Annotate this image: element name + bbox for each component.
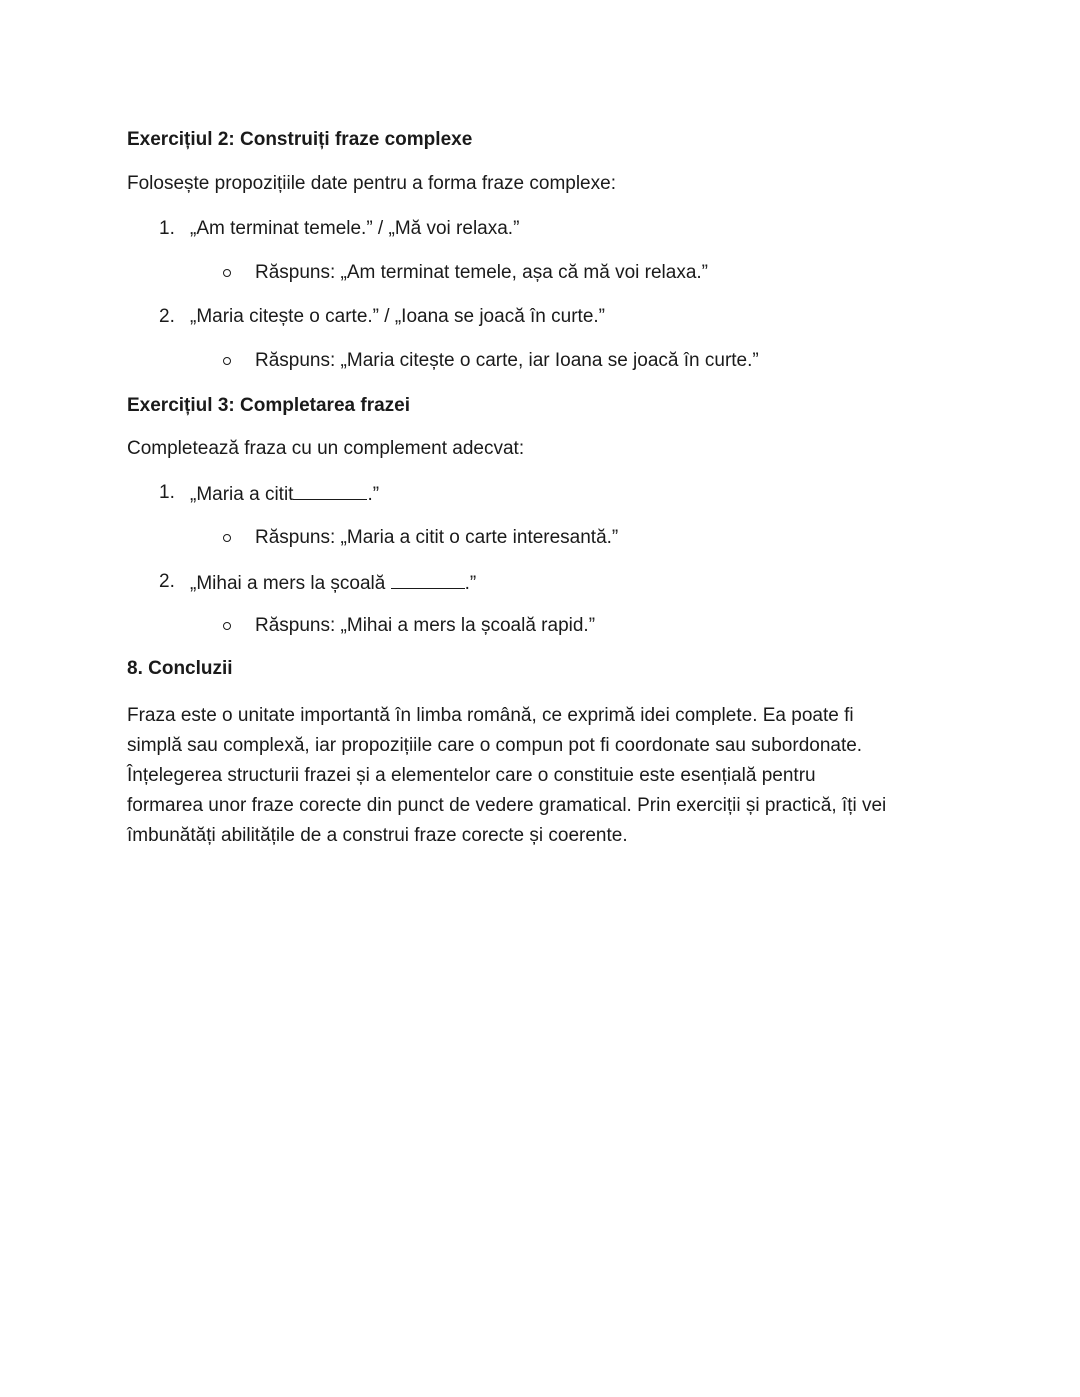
exercise-3-item-2-closing: .”	[464, 573, 477, 594]
exercise-3-item-2-number: 2.	[159, 571, 175, 592]
exercise-2-item-1-answer: Răspuns: „Am terminat temele, așa că mă voi relaxa.”	[255, 262, 709, 283]
exercise-3-item-1-number: 1.	[159, 482, 175, 503]
exercise-2-instruction: Folosește propozițiile date pentru a forma fraze complexe:	[127, 173, 616, 194]
conclusion-line: Înțelegerea structurii frazei și a elementelor care o constituie este esențială pentru	[127, 765, 816, 786]
exercise-3-instruction: Completează fraza cu un complement adecvat:	[127, 438, 525, 459]
exercise-3-heading: Exercițiul 3: Completarea frazei	[127, 395, 410, 416]
exercise-3-item-2-answer: Răspuns: „Mihai a mers la școală rapid.”	[255, 615, 596, 636]
conclusion-line: formarea unor fraze corecte din punct de vedere gramatical. Prin exerciții și practică, îți vei	[127, 795, 887, 816]
exercise-2-item-2-text: „Maria citește o carte.” / „Ioana se joacă în curte.”	[190, 306, 606, 327]
exercise-3-item-1	[190, 481, 379, 507]
exercise-3-item-1-closing: .”	[367, 484, 380, 505]
exercise-3-item-1-answer: Răspuns: „Maria a citit o carte interesantă.”	[255, 527, 619, 548]
exercise-2-heading: Exercițiul 2: Construiți fraze complexe	[127, 129, 473, 150]
hollow-bullet-icon	[223, 534, 231, 542]
exercise-2-item-2-number: 2.	[159, 306, 175, 327]
exercise-3-item-2-text: „Mihai a mers la școală	[190, 573, 386, 594]
exercise-2-item-2-answer: Răspuns: „Maria citește o carte, iar Ioana se joacă în curte.”	[255, 350, 759, 371]
conclusion-line: îmbunătăți abilitățile de a construi fraze corecte și coerente.	[127, 825, 628, 846]
exercise-2-item-1-text: „Am terminat temele.” / „Mă voi relaxa.”	[190, 218, 520, 239]
exercise-3-item-1-text: „Maria a citit	[190, 484, 294, 505]
conclusion-heading: 8. Concluzii	[127, 658, 233, 679]
fill-in-blank	[293, 481, 367, 500]
exercise-2-item-1-number: 1.	[159, 218, 175, 239]
exercise-3-item-2	[190, 570, 476, 596]
hollow-bullet-icon	[223, 622, 231, 630]
hollow-bullet-icon	[223, 269, 231, 277]
conclusion-line: simplă sau complexă, iar propozițiile care o compun pot fi coordonate sau subordonate.	[127, 735, 863, 756]
hollow-bullet-icon	[223, 357, 231, 365]
fill-in-blank	[391, 570, 465, 589]
conclusion-line: Fraza este o unitate importantă în limba română, ce exprimă idei complete. Ea poate fi	[127, 705, 854, 726]
conclusion-paragraph	[127, 701, 957, 851]
